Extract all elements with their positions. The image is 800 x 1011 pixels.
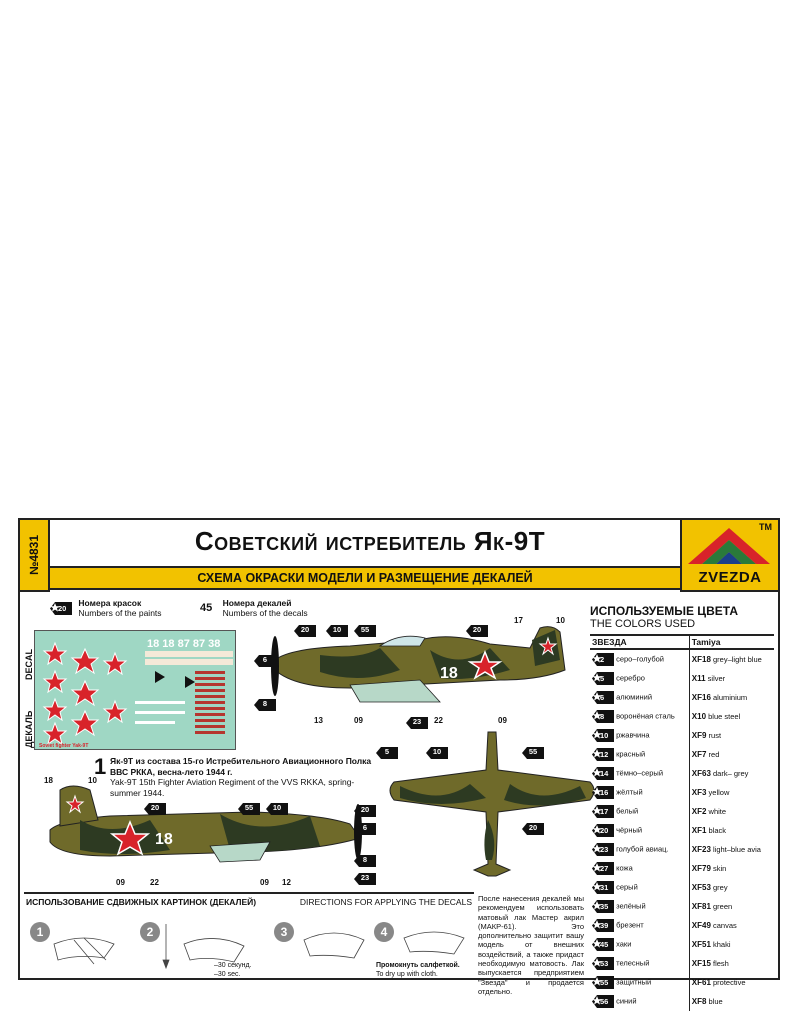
sheet-title: Советский истребитель Як-9Т	[194, 526, 546, 556]
color-name-en: rust	[708, 731, 722, 740]
zvezda-cell	[590, 935, 689, 954]
tamiya-code: XF18	[691, 655, 711, 664]
paint-tag-icon: 31	[592, 881, 614, 894]
colors-title-ru: ИСПОЛЬЗУЕМЫЕ ЦВЕТА	[590, 604, 738, 618]
paint-legend-en: Numbers of the paints	[78, 608, 162, 618]
paint-tag-icon: 12	[592, 748, 614, 761]
color-name-ru: серебро	[616, 673, 645, 683]
zvezda-cell	[590, 707, 689, 726]
zvezda-cell	[590, 973, 689, 992]
colors-title-en: THE COLORS USED	[590, 618, 696, 630]
tamiya-code: XF51	[691, 940, 711, 949]
decal-sheet-footer: Soviet fighter Yak-9T	[39, 743, 89, 749]
color-row	[590, 688, 774, 707]
tamiya-code: XF1	[691, 826, 707, 835]
tamiya-code: X10	[691, 712, 707, 721]
tamiya-cell	[689, 783, 774, 802]
paint-tag-icon: 39	[592, 919, 614, 932]
callout-tag: 6	[254, 654, 276, 666]
aircraft-profile-upper	[271, 627, 565, 702]
callout-tag: 5	[376, 746, 398, 758]
zvezda-cell	[590, 745, 689, 764]
callout-number: 09	[116, 878, 125, 887]
step2-note: –30 секунд. –30 sec.	[214, 962, 252, 978]
callout-tag: 10	[326, 624, 348, 636]
zvezda-cell	[590, 649, 689, 669]
color-name-ru: серый	[616, 882, 638, 892]
callout-tag: 55	[522, 746, 544, 758]
catalog-number: №4831	[27, 534, 41, 576]
callout-tag: 8	[254, 698, 276, 710]
color-row	[590, 878, 774, 897]
color-name-en: white	[708, 807, 727, 816]
callout-tag: 23	[354, 872, 376, 884]
callout-number: 12	[282, 878, 291, 887]
color-row	[590, 954, 774, 973]
color-name-en: protective	[713, 978, 746, 987]
colors-table	[590, 634, 774, 1011]
step4-note: Промокнуть салфеткой. To dry up with cloth.	[376, 962, 460, 978]
tamiya-code: X11	[691, 674, 706, 683]
paint-tag-icon: 2	[592, 653, 614, 666]
tamiya-cell	[689, 840, 774, 859]
color-name-ru: защитный	[616, 977, 652, 987]
paint-legend-ru: Номера красок	[78, 598, 142, 608]
color-name-ru: голубой авиац.	[616, 844, 669, 854]
tamiya-code: XF79	[691, 864, 711, 873]
tamiya-code: XF49	[691, 921, 711, 930]
aircraft-profile-lower	[50, 786, 362, 862]
color-name-ru: чёрный	[616, 825, 643, 835]
decal-instructions	[24, 892, 474, 980]
zvezda-cell	[590, 954, 689, 973]
color-row	[590, 783, 774, 802]
tamiya-code: XF61	[691, 978, 711, 987]
callout-number: 09	[498, 716, 507, 725]
color-name-en: green	[713, 902, 733, 911]
zvezda-cell	[590, 821, 689, 840]
callout-number: 09	[260, 878, 269, 887]
color-name-ru: красный	[616, 749, 646, 759]
paint-tag-icon: 23	[592, 843, 614, 856]
tamiya-cell	[689, 916, 774, 935]
tamiya-code: XF16	[691, 693, 711, 702]
zvezda-cell	[590, 669, 689, 688]
tamiya-cell	[689, 649, 774, 669]
tamiya-cell	[689, 707, 774, 726]
paint-tag-icon: 27	[592, 862, 614, 875]
color-name-en: grey	[713, 883, 728, 892]
step-2-badge: 2	[140, 922, 160, 942]
color-row	[590, 821, 774, 840]
color-name-ru: кожа	[616, 863, 633, 873]
zvezda-cell	[590, 802, 689, 821]
color-name-ru: телесный	[616, 958, 650, 968]
callout-tag: 20	[466, 624, 488, 636]
color-name-ru: хаки	[616, 939, 632, 949]
paint-tag-icon: 16	[592, 786, 614, 799]
paint-tag-icon: 14	[592, 767, 614, 780]
color-name-ru: брезент	[616, 920, 644, 930]
color-row	[590, 992, 774, 1011]
tamiya-code: XF7	[691, 750, 707, 759]
zvezda-cell	[590, 764, 689, 783]
varnish-note: После нанесения декалей мы рекомендуем использовать матовый лак Мастер акрил (МАКР-61). Это дополнительно защитит вашу модель от внешних воздействий, а также придаст необходимую матовость. Лак выпускается предприятием "Звезда" и продается отдельно.	[478, 894, 584, 996]
tamiya-code: XF8	[691, 997, 707, 1006]
color-name-ru: тёмно–серый	[616, 768, 664, 778]
paint-tag-icon: 45	[592, 938, 614, 951]
callout-tag: 10	[266, 802, 288, 814]
upper-tail-number: 18	[440, 665, 458, 682]
aircraft-plan-view	[390, 732, 594, 876]
color-name-en: khaki	[713, 940, 731, 949]
color-row	[590, 649, 774, 669]
logo-wordmark: ZVEZDA	[698, 569, 762, 586]
color-row	[590, 973, 774, 992]
zvezda-cell	[590, 726, 689, 745]
tamiya-code: XF15	[691, 959, 711, 968]
color-name-ru: воронёная сталь	[616, 711, 675, 721]
callout-tag: 8	[354, 854, 376, 866]
callout-number: 22	[150, 878, 159, 887]
tamiya-cell	[689, 764, 774, 783]
tamiya-cell	[689, 973, 774, 992]
color-row	[590, 745, 774, 764]
decal-legend-en: Numbers of the decals	[222, 608, 308, 618]
color-row	[590, 859, 774, 878]
callout-tag: 20	[144, 802, 166, 814]
logo-tm: TM	[759, 522, 772, 532]
tamiya-code: XF53	[691, 883, 711, 892]
color-name-en: canvas	[713, 921, 737, 930]
tamiya-cell	[689, 688, 774, 707]
aircraft-caption-en: Yak-9T 15th Fighter Aviation Regiment of the VVS RKKA, spring-summer 1944.	[110, 777, 355, 798]
callout-tag: 6	[354, 822, 376, 834]
callout-tag: 23	[406, 716, 428, 728]
paint-tag-icon: 10	[592, 729, 614, 742]
step-4-badge: 4	[374, 922, 394, 942]
zvezda-cell	[590, 916, 689, 935]
paint-legend-tag: 20	[58, 603, 67, 613]
step-1-badge: 1	[30, 922, 50, 942]
col-zvezda: ЗВЕЗДА	[590, 635, 689, 649]
zvezda-cell	[590, 688, 689, 707]
tamiya-code: XF3	[691, 788, 707, 797]
tamiya-code: XF2	[691, 807, 707, 816]
zvezda-cell	[590, 783, 689, 802]
decal-legend-ru: Номера декалей	[222, 598, 292, 608]
paint-tag-icon: 53	[592, 957, 614, 970]
callout-number: 18	[44, 776, 53, 785]
decal-instructions-title-en: DIRECTIONS FOR APPLYING THE DECALS	[299, 897, 472, 907]
color-name-ru: алюминий	[616, 692, 653, 702]
color-row	[590, 707, 774, 726]
tamiya-cell	[689, 821, 774, 840]
tamiya-code: XF81	[691, 902, 711, 911]
paint-tag-icon: 20	[592, 824, 614, 837]
color-name-en: aluminium	[713, 693, 748, 702]
callout-number: 10	[556, 616, 565, 625]
paint-tag-icon: 35	[592, 900, 614, 913]
tamiya-cell	[689, 878, 774, 897]
tamiya-cell	[689, 859, 774, 878]
paint-tag-icon: 5	[592, 672, 614, 685]
lower-tail-number: 18	[155, 831, 173, 848]
paint-tag-icon: 56	[592, 995, 614, 1008]
color-name-ru: зелёный	[616, 901, 646, 911]
color-row	[590, 935, 774, 954]
tamiya-cell	[689, 745, 774, 764]
paint-tag-icon: 6	[592, 691, 614, 704]
decal-legend-tag: 45	[200, 602, 213, 614]
decal-label-ru: ДЕКАЛЬ	[24, 710, 34, 748]
decal-instructions-title-ru: ИСПОЛЬЗОВАНИЕ СДВИЖНЫХ КАРТИНОК (ДЕКАЛЕЙ)	[26, 897, 257, 907]
color-name-en: blue	[708, 997, 723, 1006]
zvezda-cell	[590, 992, 689, 1011]
callout-tag: 20	[522, 822, 544, 834]
tamiya-cell	[689, 726, 774, 745]
color-name-en: dark– grey	[713, 769, 749, 778]
color-name-en: yellow	[708, 788, 730, 797]
tamiya-code: XF9	[691, 731, 707, 740]
zvezda-cell	[590, 840, 689, 859]
color-row	[590, 669, 774, 688]
color-name-en: red	[708, 750, 720, 759]
step-3-badge: 3	[274, 922, 294, 942]
color-name-en: blue steel	[708, 712, 741, 721]
callout-number: 09	[354, 716, 363, 725]
color-row	[590, 897, 774, 916]
color-name-en: silver	[707, 674, 726, 683]
tamiya-code: XF23	[691, 845, 711, 854]
color-row	[590, 764, 774, 783]
callout-number: 13	[314, 716, 323, 725]
callout-tag: 20	[294, 624, 316, 636]
zvezda-cell	[590, 859, 689, 878]
color-name-ru: ржавчина	[616, 730, 650, 740]
tamiya-code: XF63	[691, 769, 711, 778]
tamiya-cell	[689, 897, 774, 916]
color-row	[590, 726, 774, 745]
zvezda-cell	[590, 878, 689, 897]
color-name-en: light–blue avia	[713, 845, 761, 854]
color-row	[590, 916, 774, 935]
tamiya-cell	[689, 954, 774, 973]
callout-tag: 20	[354, 804, 376, 816]
callout-number: 10	[88, 776, 97, 785]
tamiya-cell	[689, 935, 774, 954]
color-row	[590, 802, 774, 821]
colors-used-panel	[590, 604, 774, 1011]
col-tamiya: Tamiya	[689, 635, 774, 649]
aircraft-number: 1	[94, 754, 107, 779]
color-name-en: flesh	[713, 959, 729, 968]
color-name-ru: синий	[616, 996, 637, 1006]
decal-sheet-numbers: 18 18 87 87 38	[147, 638, 221, 650]
callout-number: 22	[434, 716, 443, 725]
tamiya-cell	[689, 802, 774, 821]
color-name-en: grey–light blue	[713, 655, 762, 664]
callout-tag: 55	[354, 624, 376, 636]
color-name-ru: жёлтый	[616, 787, 643, 797]
aircraft-caption-ru: Як-9Т из состава 15-го Истребительного Авиационного Полка ВВС РККА, весна-лето 1944 г.	[110, 756, 372, 777]
instruction-sheet	[18, 518, 780, 1006]
decal-label-en: DECAL	[24, 649, 34, 680]
color-name-ru: белый	[616, 806, 639, 816]
paint-tag-icon: 55	[592, 976, 614, 989]
sheet-subtitle: СХЕМА ОКРАСКИ МОДЕЛИ И РАЗМЕЩЕНИЕ ДЕКАЛЕЙ	[50, 566, 680, 590]
color-name-en: black	[708, 826, 727, 835]
color-row	[590, 840, 774, 859]
color-name-ru: серо–голубой	[616, 654, 664, 664]
color-name-en: skin	[713, 864, 727, 873]
callout-tag: 10	[426, 746, 448, 758]
zvezda-cell	[590, 897, 689, 916]
paint-tag-icon: 8	[592, 710, 614, 723]
paint-tag-icon: 17	[592, 805, 614, 818]
callout-tag: 55	[238, 802, 260, 814]
tamiya-cell	[689, 669, 774, 688]
callout-number: 17	[514, 616, 523, 625]
tamiya-cell	[689, 992, 774, 1011]
